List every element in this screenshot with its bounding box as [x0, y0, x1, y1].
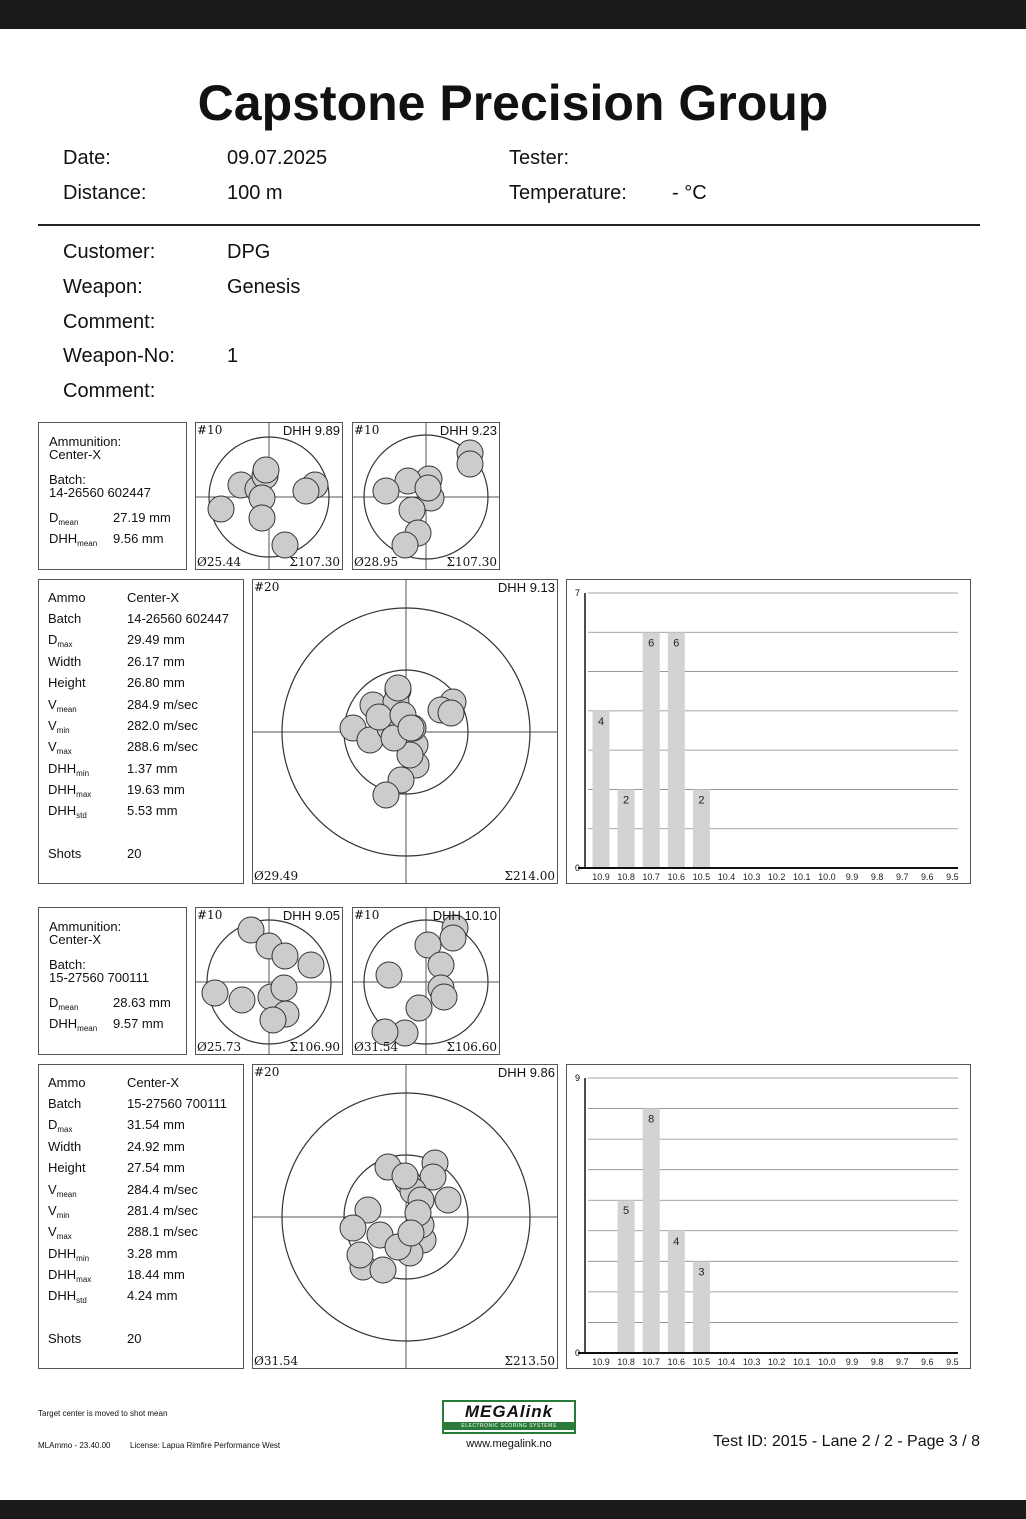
x-tick-label: 10.7 — [642, 872, 660, 882]
stat-label: $DHH_{min}$ — [48, 1246, 90, 1263]
dhh-mean-label: $DHH_{mean}$ — [49, 1016, 98, 1033]
target-svg — [253, 1065, 557, 1368]
group-1-big-target — [252, 579, 558, 884]
target-sum: Σ213.50 — [504, 1354, 555, 1368]
stat-label: $D_{max}$ — [48, 632, 73, 649]
target-svg — [353, 908, 499, 1054]
stat-value: 288.6 m/sec — [127, 739, 198, 754]
stat-label: $DHH_{std}$ — [48, 1288, 87, 1305]
x-tick-label: 9.7 — [895, 872, 909, 882]
ammunition-label: Ammunition: — [49, 434, 122, 449]
stat-label: $DHH_{std}$ — [48, 803, 87, 820]
target-count: #20 — [254, 1065, 280, 1079]
target-count: #20 — [254, 580, 280, 594]
batch-label: Batch: — [49, 472, 86, 487]
target-dhh: DHH 10.10 — [432, 908, 497, 923]
stat-value: 15-27560 700111 — [127, 1096, 228, 1111]
target-dhh: DHH 9.13 — [497, 580, 555, 595]
x-tick-label: 9.8 — [870, 872, 884, 882]
target-dhh: DHH 9.23 — [439, 423, 497, 438]
group-2-target-b — [352, 907, 500, 1055]
x-tick-label: 9.9 — [845, 872, 859, 882]
x-tick-label: 10.9 — [592, 872, 610, 882]
x-tick-label: 9.6 — [921, 1357, 934, 1367]
stat-label: $V_{mean}$ — [48, 697, 77, 714]
logo-subtitle: ELECTRONIC SCORING SYSTEMS — [444, 1422, 574, 1430]
target-sum: Σ106.60 — [446, 1040, 497, 1054]
header-divider — [38, 224, 980, 226]
target-count: #10 — [354, 423, 380, 437]
group-2-summary — [38, 907, 187, 1055]
comment-2-label: Comment: — [63, 380, 156, 402]
group-1-summary — [38, 422, 187, 570]
d-mean-label: $D_{mean}$ — [49, 510, 79, 527]
bar-value-label: 5 — [623, 1205, 630, 1218]
bar-value-label: 4 — [673, 1235, 680, 1248]
dhh-mean-label: $DHH_{mean}$ — [49, 531, 98, 548]
stat-label: $V_{min}$ — [48, 1203, 70, 1220]
stat-value: 5.53 mm — [127, 803, 178, 818]
x-tick-label: 10.2 — [767, 872, 786, 882]
weapon-label: Weapon: — [63, 276, 143, 298]
x-tick-label: 10.4 — [717, 1357, 736, 1367]
stat-label: Width — [48, 1139, 82, 1154]
weapon-no-label: Weapon-No: — [63, 345, 175, 367]
target-diameter: Ø25.73 — [197, 1040, 242, 1054]
report-title: Capstone Precision Group — [197, 75, 829, 131]
temperature-label: Temperature: — [509, 182, 627, 204]
x-tick-label: 10.0 — [818, 1357, 836, 1367]
x-tick-label: 10.8 — [617, 1357, 635, 1367]
batch-value: 15-27560 700111 — [49, 970, 150, 985]
x-tick-label: 9.6 — [921, 872, 934, 882]
date-value: 09.07.2025 — [227, 147, 328, 169]
batch-label: Batch: — [49, 957, 86, 972]
x-tick-label: 10.3 — [742, 1357, 761, 1367]
stat-label: $DHH_{min}$ — [48, 761, 90, 778]
stat-value: 288.1 m/sec — [127, 1224, 198, 1239]
x-tick-label: 10.7 — [642, 1357, 660, 1367]
target-dhh: DHH 9.89 — [282, 423, 340, 438]
histogram-bar — [643, 1109, 660, 1353]
stat-value: Center-X — [127, 1075, 180, 1090]
y-tick-label: 9 — [575, 1073, 581, 1083]
stat-label: $V_{max}$ — [48, 1224, 72, 1241]
histogram-svg — [567, 1065, 970, 1368]
x-tick-label: 10.1 — [793, 1357, 811, 1367]
tester-label: Tester: — [509, 147, 570, 169]
stat-value: 284.9 m/sec — [127, 697, 198, 712]
x-tick-label: 9.5 — [946, 872, 959, 882]
stat-value: 4.24 mm — [127, 1288, 178, 1303]
histogram-svg — [567, 580, 970, 883]
stat-label: Ammo — [48, 1075, 86, 1090]
group-2-stats — [38, 1064, 244, 1369]
x-tick-label: 10.1 — [793, 872, 811, 882]
group-1-histogram — [566, 579, 971, 884]
bar-value-label: 6 — [673, 637, 680, 650]
dhh-mean-value: 9.56 mm — [113, 531, 164, 546]
target-sum: Σ107.30 — [289, 555, 340, 569]
stat-label: Height — [48, 675, 86, 690]
stat-value: 284.4 m/sec — [127, 1182, 198, 1197]
stat-label: $DHH_{max}$ — [48, 1267, 92, 1284]
x-tick-label: 10.6 — [667, 1357, 686, 1367]
stat-value: 20 — [127, 1331, 142, 1346]
footer-version: MLAmmo - 23.40.00 — [38, 1441, 111, 1450]
top-bar — [0, 0, 1026, 29]
target-dhh: DHH 9.05 — [282, 908, 340, 923]
batch-value: 14-26560 602447 — [49, 485, 151, 500]
group-1-stats — [38, 579, 244, 884]
temperature-value: - °C — [672, 182, 707, 204]
stat-label: Shots — [48, 846, 82, 861]
d-mean-value: 28.63 mm — [113, 995, 171, 1010]
target-sum: Σ106.90 — [289, 1040, 340, 1054]
stat-label: $D_{max}$ — [48, 1117, 73, 1134]
x-tick-label: 10.5 — [692, 872, 711, 882]
target-diameter: Ø28.95 — [354, 555, 399, 569]
target-count: #10 — [197, 908, 223, 922]
stat-value: 19.63 mm — [127, 782, 185, 797]
distance-value: 100 m — [227, 182, 283, 204]
target-svg — [353, 423, 499, 569]
x-tick-label: 9.5 — [946, 1357, 959, 1367]
group-1-target-a — [195, 422, 343, 570]
stat-value: 24.92 mm — [127, 1139, 185, 1154]
stat-label: Height — [48, 1160, 86, 1175]
footer-license: License: Lapua Rimfire Performance West — [130, 1441, 281, 1450]
target-count: #10 — [197, 423, 223, 437]
stat-label: $V_{max}$ — [48, 739, 72, 756]
target-diameter: Ø29.49 — [254, 869, 299, 883]
bar-value-label: 6 — [648, 637, 655, 650]
d-mean-label: $D_{mean}$ — [49, 995, 79, 1012]
x-tick-label: 9.8 — [870, 1357, 884, 1367]
customer-label: Customer: — [63, 241, 156, 263]
bar-value-label: 3 — [698, 1266, 705, 1279]
y-tick-label: 0 — [575, 863, 581, 873]
histogram-bar — [668, 632, 685, 868]
stat-label: Ammo — [48, 590, 86, 605]
comment-label: Comment: — [63, 311, 156, 333]
target-diameter: Ø31.54 — [254, 1354, 299, 1368]
x-tick-label: 10.5 — [692, 1357, 711, 1367]
target-diameter: Ø31.54 — [354, 1040, 399, 1054]
bar-value-label: 2 — [623, 794, 630, 807]
stat-label: Batch — [48, 1096, 82, 1111]
ammunition-value: Center-X — [49, 932, 102, 947]
x-tick-label: 9.9 — [845, 1357, 859, 1367]
group-2-histogram — [566, 1064, 971, 1369]
stat-value: 14-26560 602447 — [127, 611, 229, 626]
x-tick-label: 10.0 — [818, 872, 836, 882]
dhh-mean-value: 9.57 mm — [113, 1016, 164, 1031]
d-mean-value: 27.19 mm — [113, 510, 171, 525]
shot-group — [202, 917, 324, 1033]
target-sum: Σ107.30 — [446, 555, 497, 569]
target-dhh: DHH 9.86 — [497, 1065, 555, 1080]
website-link[interactable]: www.megalink.no — [466, 1438, 552, 1450]
stat-value: 281.4 m/sec — [127, 1203, 198, 1218]
target-count: #10 — [354, 908, 380, 922]
customer-value: DPG — [227, 241, 271, 263]
stat-value: Center-X — [127, 590, 180, 605]
histogram-bar — [593, 711, 610, 868]
stat-label: $V_{min}$ — [48, 718, 70, 735]
stat-value: 282.0 m/sec — [127, 718, 198, 733]
stat-value: 26.80 mm — [127, 675, 185, 690]
stat-value: 27.54 mm — [127, 1160, 185, 1175]
target-svg — [196, 423, 342, 569]
stat-value: 3.28 mm — [127, 1246, 178, 1261]
megalink-logo — [442, 1400, 576, 1434]
x-tick-label: 10.2 — [767, 1357, 786, 1367]
stat-label: Shots — [48, 1331, 82, 1346]
shot-group — [340, 675, 466, 808]
x-tick-label: 10.3 — [742, 872, 761, 882]
target-svg — [196, 908, 342, 1054]
stat-value: 26.17 mm — [127, 654, 185, 669]
stat-label: $V_{mean}$ — [48, 1182, 77, 1199]
target-sum: Σ214.00 — [504, 869, 555, 883]
stat-value: 20 — [127, 846, 142, 861]
weapon-value: Genesis — [227, 276, 301, 298]
stat-label: Width — [48, 654, 82, 669]
target-svg — [253, 580, 557, 883]
group-1-target-b — [352, 422, 500, 570]
histogram-bar — [618, 1200, 635, 1353]
y-tick-label: 7 — [575, 588, 581, 598]
footer-note: Target center is moved to shot mean — [38, 1409, 168, 1418]
stat-value: 1.37 mm — [127, 761, 178, 776]
group-2-target-a — [195, 907, 343, 1055]
x-tick-label: 10.8 — [617, 872, 635, 882]
stat-value: 18.44 mm — [127, 1267, 185, 1282]
ammunition-value: Center-X — [49, 447, 102, 462]
stat-label: $DHH_{max}$ — [48, 782, 92, 799]
bar-value-label: 2 — [698, 794, 705, 807]
shot-group — [373, 440, 483, 558]
bar-value-label: 4 — [597, 715, 605, 728]
x-tick-label: 10.4 — [717, 872, 736, 882]
bottom-bar — [0, 1500, 1026, 1519]
stat-label: Batch — [48, 611, 82, 626]
y-tick-label: 0 — [575, 1348, 581, 1358]
target-diameter: Ø25.44 — [197, 555, 242, 569]
bar-value-label: 8 — [648, 1113, 655, 1126]
shot-group — [208, 457, 328, 558]
x-tick-label: 10.6 — [667, 872, 686, 882]
test-info: Test ID: 2015 - Lane 2 / 2 - Page 3 / 8 — [713, 1433, 980, 1450]
date-label: Date: — [63, 147, 111, 169]
x-tick-label: 10.9 — [592, 1357, 610, 1367]
x-tick-label: 9.7 — [895, 1357, 909, 1367]
distance-label: Distance: — [63, 182, 147, 204]
weapon-no-value: 1 — [227, 345, 239, 367]
histogram-bar — [643, 632, 660, 868]
stat-value: 31.54 mm — [127, 1117, 185, 1132]
logo-text: MEGAlink — [464, 1402, 554, 1421]
group-2-big-target — [252, 1064, 558, 1369]
ammunition-label: Ammunition: — [49, 919, 122, 934]
stat-value: 29.49 mm — [127, 632, 185, 647]
histogram-bar — [668, 1231, 685, 1353]
